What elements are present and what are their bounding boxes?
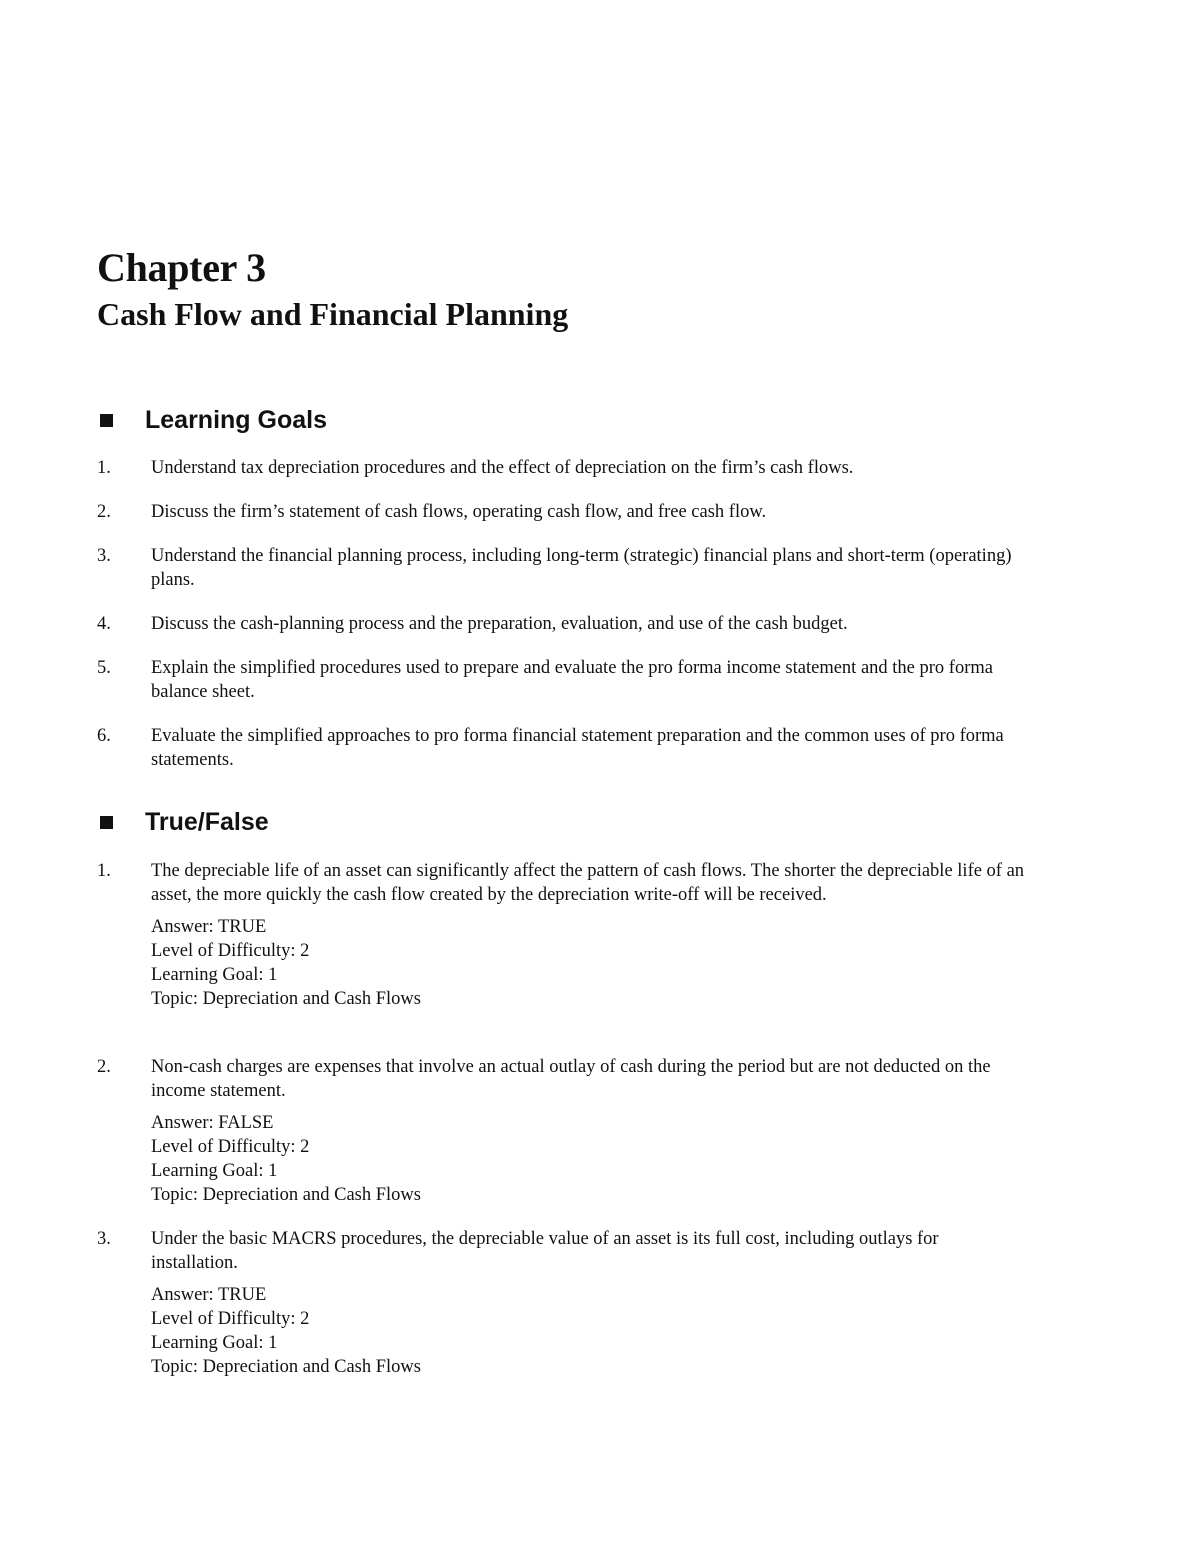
- learning-goal-item: [97, 656, 1027, 704]
- question-meta: [151, 1111, 1027, 1207]
- answer-line: Answer: TRUE: [151, 1285, 267, 1305]
- topic-line: Topic: Depreciation and Cash Flows: [151, 989, 421, 1009]
- difficulty-line: Level of Difficulty: 2: [151, 941, 310, 961]
- item-number: 2.: [97, 502, 111, 522]
- topic-line: Topic: Depreciation and Cash Flows: [151, 1357, 421, 1377]
- item-text: Explain the simplified procedures used to prepare and evaluate the pro forma income statement and the pro forma balance sheet.: [151, 658, 993, 702]
- item-number: 6.: [97, 726, 111, 746]
- item-text: Discuss the cash-planning process and the preparation, evaluation, and use of the cash budget.: [151, 614, 848, 634]
- question-meta: [151, 915, 1027, 1011]
- square-bullet-icon: [100, 816, 113, 829]
- true-false-heading-text: True/False: [145, 808, 269, 836]
- difficulty-line: Level of Difficulty: 2: [151, 1137, 310, 1157]
- difficulty-line: Level of Difficulty: 2: [151, 1309, 310, 1329]
- learning-goal-line: Learning Goal: 1: [151, 1161, 278, 1181]
- item-text: Understand tax depreciation procedures and the effect of depreciation on the firm’s cash flows.: [151, 458, 854, 478]
- answer-line: Answer: TRUE: [151, 917, 267, 937]
- true-false-question: [97, 859, 1027, 1011]
- learning-goal-item: [97, 612, 1027, 636]
- question-text: Non-cash charges are expenses that involve an actual outlay of cash during the period but are not deducted on the income statement.: [151, 1057, 991, 1101]
- item-text: Evaluate the simplified approaches to pro forma financial statement preparation and the common uses of pro forma statements.: [151, 726, 1004, 770]
- learning-goals-heading: [97, 404, 327, 436]
- learning-goal-line: Learning Goal: 1: [151, 965, 278, 985]
- chapter-subtitle: Cash Flow and Financial Planning: [97, 296, 569, 332]
- learning-goals-heading-text: Learning Goals: [145, 406, 327, 434]
- item-number: 3.: [97, 546, 111, 566]
- answer-line: Answer: FALSE: [151, 1113, 274, 1133]
- learning-goal-line: Learning Goal: 1: [151, 1333, 278, 1353]
- question-meta: [151, 1283, 1027, 1379]
- true-false-question: [97, 1227, 1027, 1379]
- learning-goal-item: [97, 500, 1027, 524]
- item-text: Discuss the firm’s statement of cash flows, operating cash flow, and free cash flow.: [151, 502, 767, 522]
- item-number: 4.: [97, 614, 111, 634]
- question-number: 3.: [97, 1229, 111, 1249]
- item-number: 1.: [97, 458, 111, 478]
- item-number: 5.: [97, 658, 111, 678]
- chapter-title: Chapter 3: [97, 245, 266, 290]
- true-false-heading: [97, 806, 269, 838]
- learning-goal-item: [97, 724, 1027, 772]
- question-number: 1.: [97, 861, 111, 881]
- question-number: 2.: [97, 1057, 111, 1077]
- question-text: The depreciable life of an asset can significantly affect the pattern of cash flows. The shorter the depreciable life of an asset, the more quickly the cash flow created by the depreciation write-off will be received.: [151, 861, 1025, 905]
- question-text: Under the basic MACRS procedures, the depreciable value of an asset is its full cost, including outlays for installation.: [151, 1229, 939, 1273]
- topic-line: Topic: Depreciation and Cash Flows: [151, 1185, 421, 1205]
- true-false-question: [97, 1055, 1027, 1207]
- learning-goal-item: [97, 456, 1027, 480]
- learning-goal-item: [97, 544, 1027, 592]
- item-text: Understand the financial planning process, including long-term (strategic) financial plans and short-term (operating) plans.: [151, 546, 1012, 590]
- square-bullet-icon: [100, 414, 113, 427]
